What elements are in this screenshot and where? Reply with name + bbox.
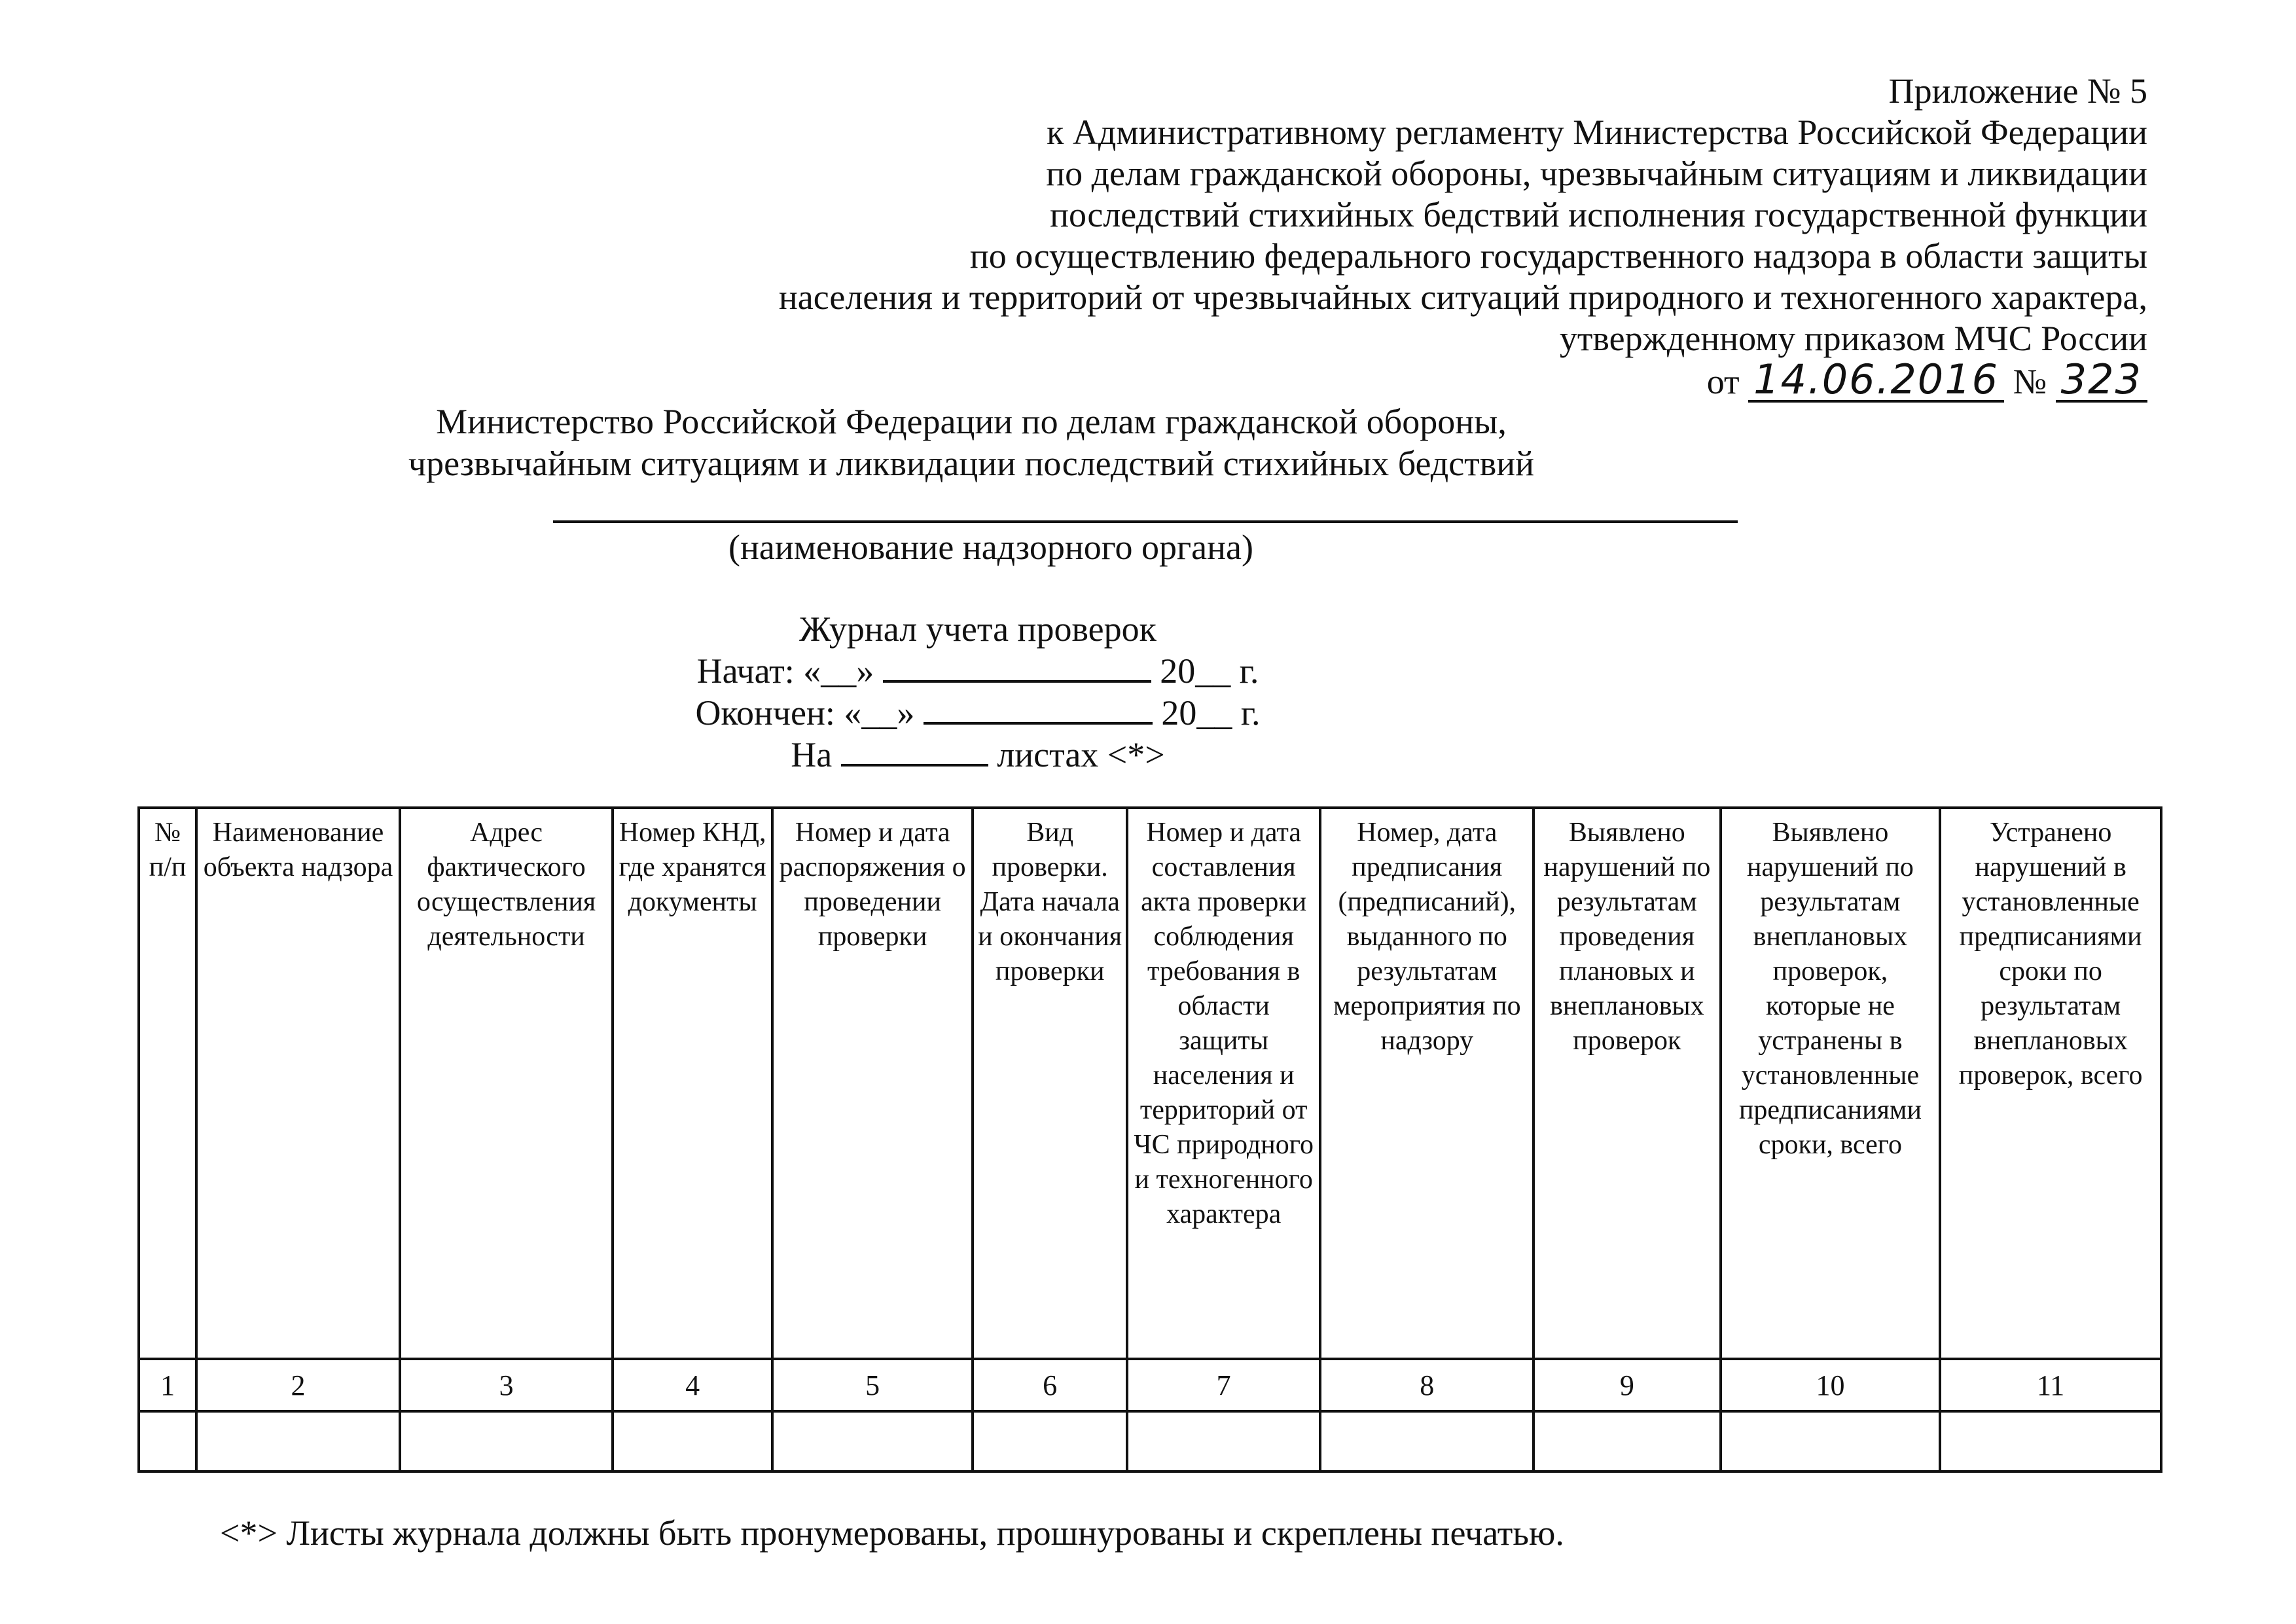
appendix-title: Приложение № 5 — [1888, 71, 2147, 111]
inspections-table — [137, 806, 2162, 1473]
appendix-line: населения и территорий от чрезвычайных ситуаций природного и техногенного характера, — [778, 278, 2147, 317]
column-number: 7 — [1127, 1359, 1321, 1411]
column-number: 9 — [1534, 1359, 1721, 1411]
date-prefix: от — [1706, 362, 1740, 401]
table-cell — [196, 1411, 400, 1471]
journal-title: Журнал учета проверок — [799, 609, 1157, 649]
table-cell — [1940, 1411, 2161, 1471]
journal-sheets — [0, 734, 2126, 776]
column-number: 2 — [196, 1359, 400, 1411]
column-header: № п/п — [139, 808, 196, 1359]
column-header: Устранено нарушений в установленные предписаниями сроки по результатам внеплановых проверок, всего — [1940, 808, 2161, 1359]
table-cell — [1721, 1411, 1941, 1471]
started-label: Начат: «__» — [696, 651, 874, 691]
table-cell — [772, 1411, 973, 1471]
table-cell — [400, 1411, 613, 1471]
column-number: 10 — [1721, 1359, 1941, 1411]
column-header: Номер и дата составления акта проверки соблюдения требования в области защиты населения и территорий от ЧС природного и техногенного характера — [1127, 808, 1321, 1359]
appendix-line: утвержденному приказом МЧС России — [1559, 319, 2147, 358]
table-row — [139, 1411, 2161, 1471]
ended-month-blank — [924, 692, 1153, 725]
column-header: Номер, дата предписания (предписаний), выданного по результатам мероприятия по надзору — [1320, 808, 1534, 1359]
table-cell — [1320, 1411, 1534, 1471]
authority-caption — [0, 526, 2296, 568]
column-header: Наименование объекта надзора — [196, 808, 400, 1359]
number-prefix: № — [2013, 362, 2047, 401]
column-number: 6 — [973, 1359, 1126, 1411]
column-number: 1 — [139, 1359, 196, 1411]
authority-name-blank-line — [553, 520, 1738, 523]
column-number: 4 — [613, 1359, 772, 1411]
sheets-suffix: листах <*> — [997, 735, 1165, 774]
column-number: 3 — [400, 1359, 613, 1411]
column-header: Вид проверки. Дата начала и окончания проверки — [973, 808, 1126, 1359]
started-year: 20__ г. — [1160, 651, 1259, 691]
journal-ended — [0, 692, 2126, 734]
ministry-name — [0, 401, 2296, 484]
ministry-line-1: Министерство Российской Федерации по делам гражданской обороны, — [436, 402, 1507, 441]
handwritten-number: 323 — [2056, 361, 2147, 403]
sheets-prefix: На — [791, 735, 833, 774]
table-cell — [139, 1411, 196, 1471]
appendix-line: по делам гражданской обороны, чрезвычайным ситуациям и ликвидации — [1046, 154, 2147, 193]
ministry-line-2: чрезвычайным ситуациям и ликвидации последствий стихийных бедствий — [408, 444, 1535, 483]
sheets-count-blank — [841, 734, 988, 767]
journal-started — [0, 650, 2126, 692]
appendix-line: по осуществлению федерального государственного надзора в области защиты — [969, 236, 2147, 276]
appendix-line: последствий стихийных бедствий исполнения государственной функции — [1050, 195, 2147, 234]
authority-caption-text: (наименование надзорного органа) — [728, 528, 1253, 567]
column-number: 5 — [772, 1359, 973, 1411]
table-header-row — [139, 808, 2161, 1359]
handwritten-date: 14.06.2016 — [1748, 361, 2004, 403]
column-header: Выявлено нарушений по результатам внеплановых проверок, которые не устранены в установленные предписаниями сроки, всего — [1721, 808, 1941, 1359]
ended-label: Окончен: «__» — [695, 693, 915, 732]
started-month-blank — [883, 650, 1151, 683]
column-header: Адрес фактического осуществления деятельности — [400, 808, 613, 1359]
footnote: <*> Листы журнала должны быть пронумерованы, прошнурованы и скреплены печатью. — [220, 1513, 1564, 1553]
table-cell — [973, 1411, 1126, 1471]
column-number-row — [139, 1359, 2161, 1411]
table-cell — [613, 1411, 772, 1471]
journal-title-block — [0, 609, 2296, 776]
appendix-line: к Административному регламенту Министерства Российской Федерации — [1047, 113, 2147, 152]
column-number: 8 — [1320, 1359, 1534, 1411]
table-cell — [1127, 1411, 1321, 1471]
appendix-header — [779, 71, 2147, 403]
ended-year: 20__ г. — [1161, 693, 1261, 732]
column-header: Выявлено нарушений по результатам проведения плановых и внеплановых проверок — [1534, 808, 1721, 1359]
column-header: Номер КНД, где хранятся документы — [613, 808, 772, 1359]
column-header: Номер и дата распоряжения о проведении проверки — [772, 808, 973, 1359]
order-date-line — [779, 355, 2147, 403]
table-cell — [1534, 1411, 1721, 1471]
column-number: 11 — [1940, 1359, 2161, 1411]
